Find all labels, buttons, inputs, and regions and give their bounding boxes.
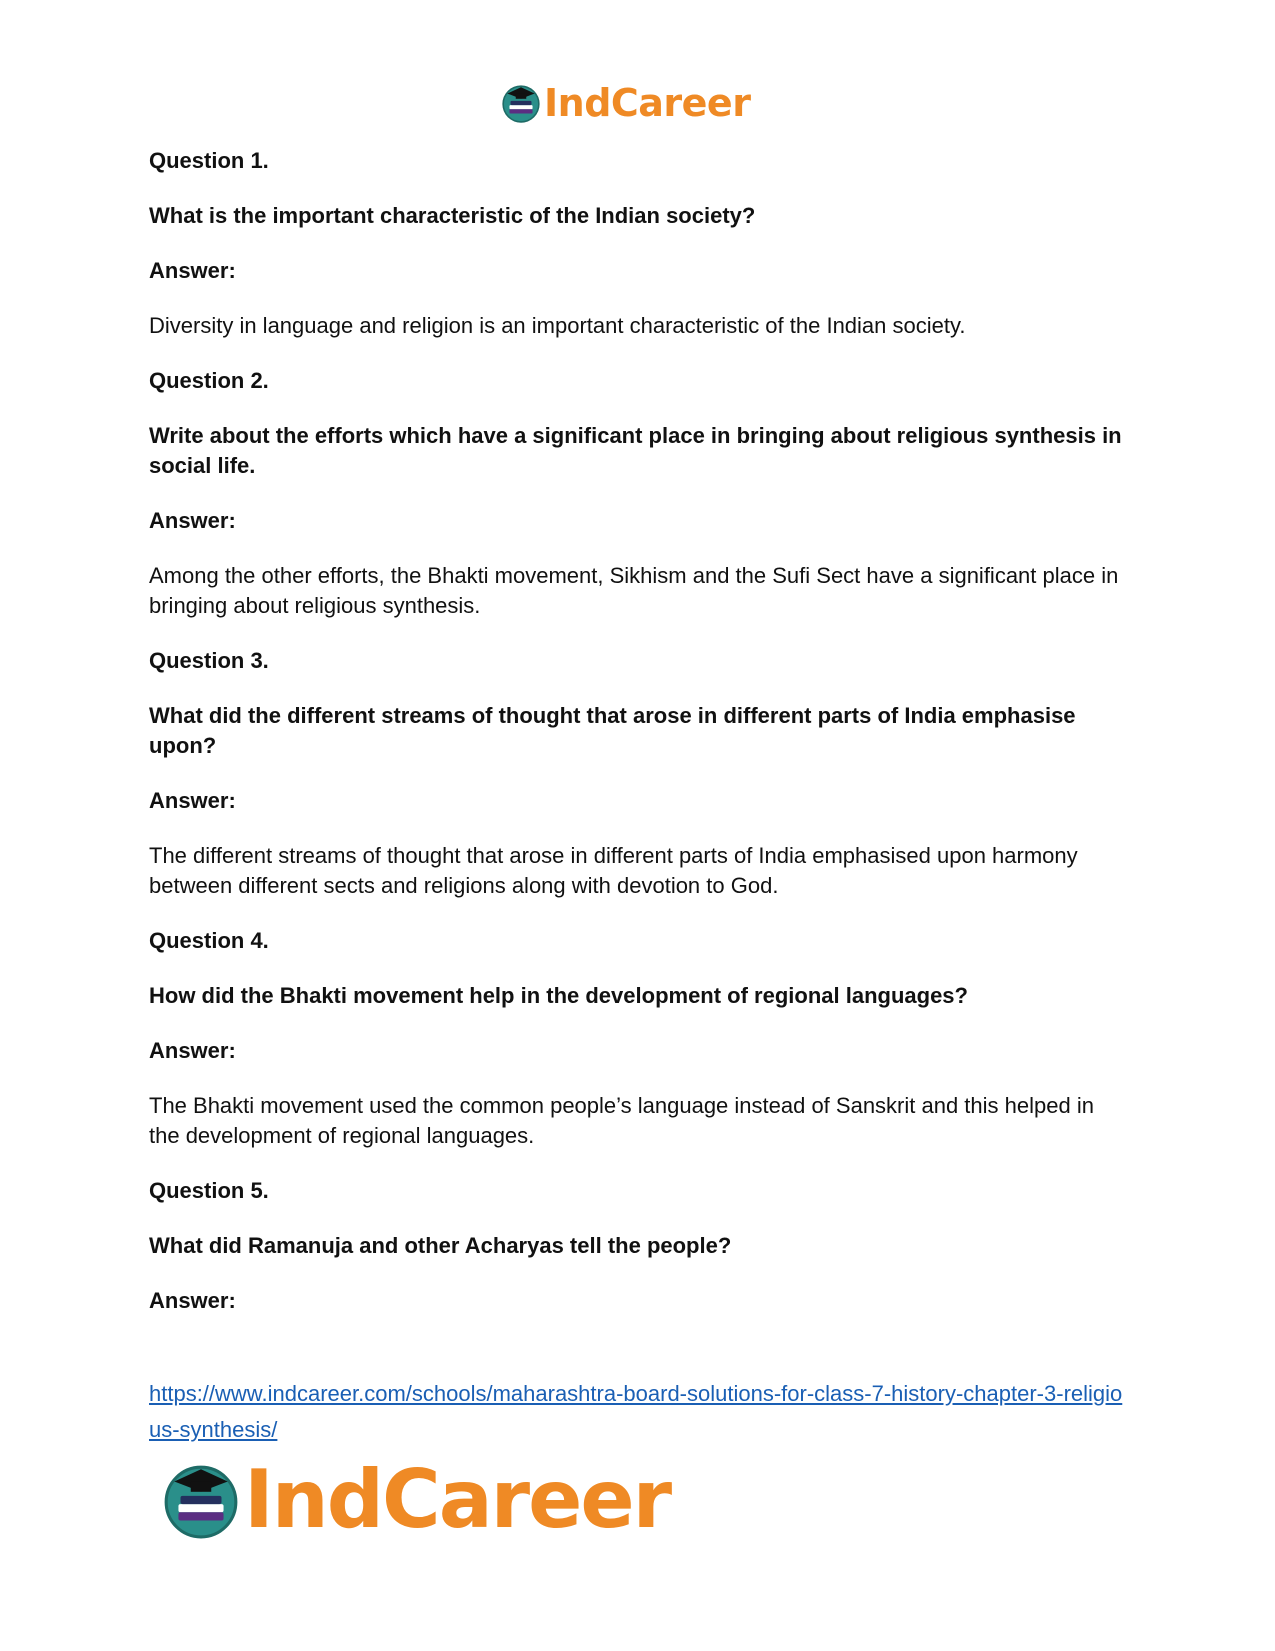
book-globe-icon [500, 82, 542, 124]
logo-wordmark: IndCareer [244, 1453, 671, 1546]
question-number: Question 5. [149, 1178, 269, 1203]
answer-text: The Bhakti movement used the common people’s language instead of Sanskrit and this helped in the development of regional languages. [149, 1093, 1094, 1148]
answer-label: Answer: [149, 1288, 236, 1313]
qa-item-2 [149, 366, 1129, 621]
answer-label: Answer: [149, 788, 236, 813]
question-number: Question 2. [149, 368, 269, 393]
question-text: What did the different streams of thought that arose in different parts of India emphasise upon? [149, 703, 1076, 758]
question-number: Question 4. [149, 928, 269, 953]
qa-item-4 [149, 926, 1129, 1151]
answer-text: Diversity in language and religion is an important characteristic of the Indian society. [149, 313, 966, 338]
book-globe-icon [160, 1459, 242, 1541]
footer-logo [160, 1455, 670, 1545]
question-text: Write about the efforts which have a significant place in bringing about religious synthesis in social life. [149, 423, 1122, 478]
source-link[interactable]: https://www.indcareer.com/schools/maharashtra-board-solutions-for-class-7-history-chapter-3-religious-synthesis/ [149, 1381, 1123, 1442]
answer-text: The different streams of thought that arose in different parts of India emphasised upon harmony between different sects and religions along with devotion to God. [149, 843, 1078, 898]
qa-item-1 [149, 146, 1129, 341]
answer-label: Answer: [149, 508, 236, 533]
question-text: What did Ramanuja and other Acharyas tell the people? [149, 1233, 732, 1258]
answer-text: Among the other efforts, the Bhakti movement, Sikhism and the Sufi Sect have a significant place in bringing about religious synthesis. [149, 563, 1119, 618]
logo-wordmark: IndCareer [544, 81, 751, 125]
qa-item-3 [149, 646, 1129, 901]
answer-label: Answer: [149, 1038, 236, 1063]
question-number: Question 1. [149, 148, 269, 173]
question-text: How did the Bhakti movement help in the development of regional languages? [149, 983, 968, 1008]
header-logo [500, 78, 750, 128]
answer-label: Answer: [149, 258, 236, 283]
question-text: What is the important characteristic of the Indian society? [149, 203, 756, 228]
qa-item-5 [149, 1176, 1129, 1316]
qa-content [149, 146, 1129, 1341]
question-number: Question 3. [149, 648, 269, 673]
